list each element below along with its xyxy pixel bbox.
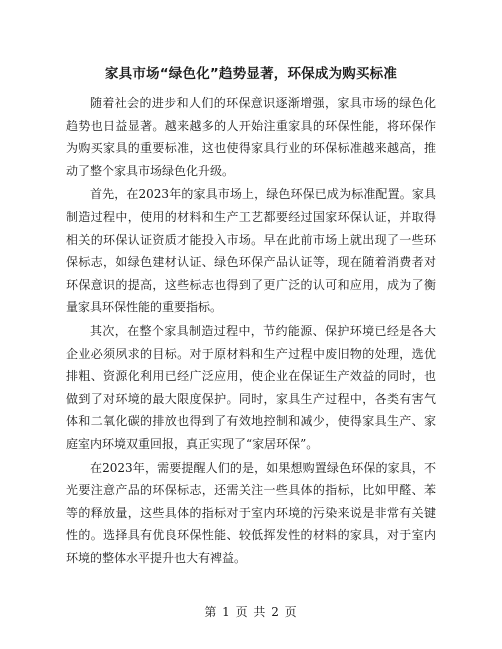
document-title: 家具市场“绿色化”趋势显著，环保成为购买标准	[104, 66, 398, 82]
paragraph-4: 在2023年，需要提醒人们的是，如果想购置绿色环保的家具，不光要注意产品的环保标志，还需关注一些具体的指标，比如甲醛、苯等的释放量，这些具体的指标对于室内环境的污染来说是非常有关键性的。选择具有优良环保性能、较低挥发性的材料的家具，对于室内环境的整体水平提升也大有裨益。	[66, 460, 436, 565]
paragraph-1: 随着社会的进步和人们的环保意识逐渐增强，家具市场的绿色化趋势也日益显著。越来越多的人开始注重家具的环保性能，将环保作为购买家具的重要标准，这也使得家具行业的环保标准越来越高，推动了整个家具市场绿色化升级。	[66, 96, 436, 178]
paragraph-3: 其次，在整个家具制造过程中，节约能源、保护环境已经是各大企业必须夙求的目标。对于原材料和生产过程中废旧物的处理，选优排粗、资源化利用已经广泛应用，使企业在保证生产效益的同时，也做到了对环境的最大限度保护。同时，家具生产过程中，各类有害气体和二氧化碳的排放也得到了有效地控制和减少，使得家具生产、家庭室内环境双重回报，真正实现了“家居环保”。	[66, 323, 436, 451]
page-number-footer: 第 1 页 共 2 页	[204, 605, 298, 619]
paragraph-2: 首先，在2023年的家具市场上，绿色环保已成为标准配置。家具制造过程中，使用的材料和生产工艺都要经过国家环保认证，并取得相关的环保认证资质才能投入市场。早在此前市场上就出现了一些环保标志，如绿色建材认证、绿色环保产品认证等，现在随着消费者对环保意识的提高，这些标志也得到了更广泛的认可和应用，成为了衡量家具环保性能的重要指标。	[66, 187, 436, 315]
document-body	[66, 92, 436, 570]
